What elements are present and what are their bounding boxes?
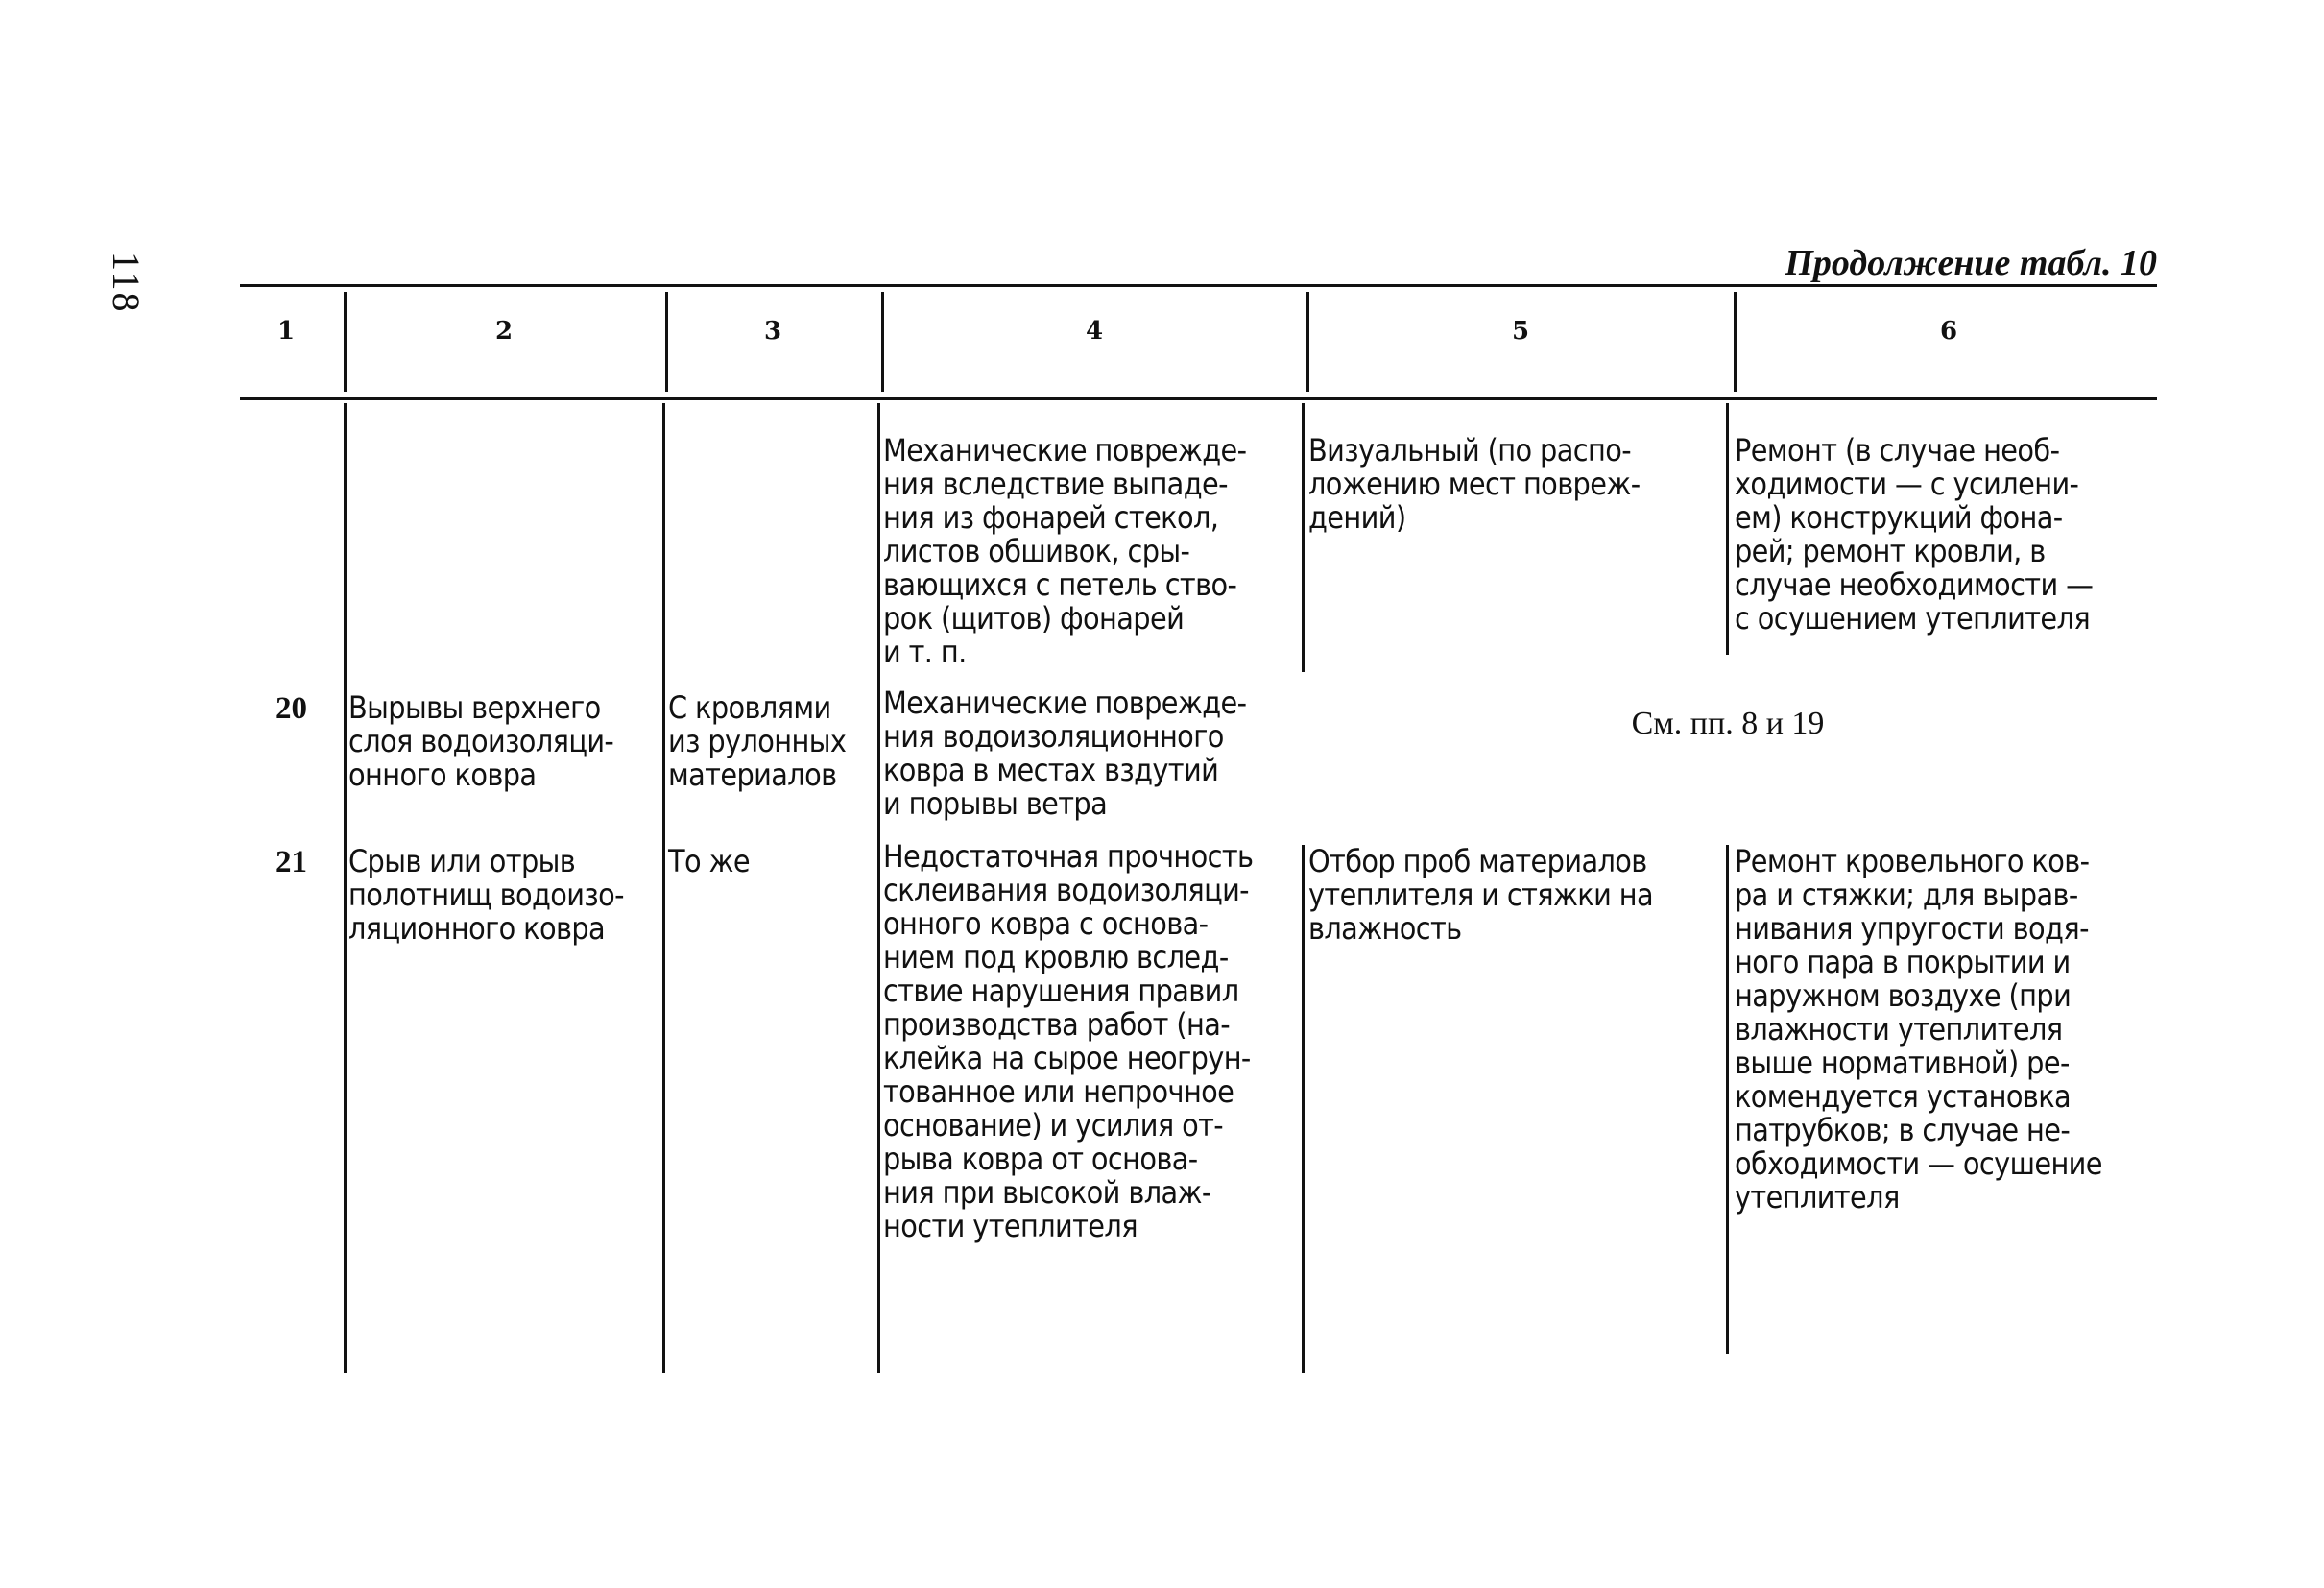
row-continuation-remedy: Ремонт (в случае необ- ходимости — с усилени- ем) конструкций фона- рей; ремонт кровли, в случае необходимости — с осушением утеплителя (1735, 432, 2094, 637)
header-divider (665, 292, 668, 392)
body-divider (1302, 403, 1305, 672)
table-header-rule (240, 397, 2157, 400)
row-continuation-method: Визуальный (по распо- ложению мест повреж- дений) (1308, 432, 1641, 536)
body-divider (1302, 845, 1305, 1373)
row-21-number: 21 (276, 845, 307, 879)
body-divider (1726, 845, 1729, 1354)
row-20-roof-type: С кровлями из рулонных материалов (668, 689, 847, 793)
row-21-remedy: Ремонт кровельного ков- ра и стяжки; для вырав- нивания упругости водя- ного пара в покрытии и наружном воздухе (при влажности утеплителя выше нормативной) ре- комендуется установка патрубков; в случае не- обходимости — осушение утеплителя (1735, 843, 2102, 1215)
header-col-5: 5 (1511, 317, 1530, 346)
row-21-roof-type: То же (668, 843, 750, 879)
header-divider (344, 292, 347, 392)
row-21-defect: Срыв или отрыв полотнищ водоизо- ляционного ковра (348, 843, 624, 947)
header-col-3: 3 (763, 317, 782, 346)
page-number: 118 (105, 252, 148, 314)
header-col-1: 1 (276, 317, 296, 346)
header-col-2: 2 (494, 317, 514, 346)
row-21-cause: Недостаточная прочность склеивания водоизоляци- онного ковра с основа- нием под кровлю вслед- ствие нарушения правил производства работ (на- клейка на сырое неогрун- тованное или непрочное основание) и усилия от- рыва ковра от основа- ния при высокой влаж- ности утеплителя (883, 838, 1254, 1244)
header-divider (1306, 292, 1309, 392)
row-21-method: Отбор проб материалов утеплителя и стяжки на влажность (1308, 843, 1653, 947)
header-col-6: 6 (1939, 317, 1958, 346)
row-20-reference: См. пп. 8 и 19 (1631, 706, 1825, 741)
body-divider (662, 403, 665, 1373)
body-divider (344, 403, 347, 1373)
body-divider (877, 403, 880, 1373)
header-divider (1734, 292, 1737, 392)
header-divider (881, 292, 884, 392)
row-20-number: 20 (276, 691, 307, 726)
table-top-rule (240, 284, 2157, 287)
header-col-4: 4 (1085, 317, 1104, 346)
row-20-cause: Механические поврежде- ния водоизоляционного ковра в местах вздутий и порывы ветра (883, 685, 1247, 822)
body-divider (1726, 403, 1729, 655)
row-continuation-cause: Механические поврежде- ния вследствие выпаде- ния из фонарей стекол, листов обшивок, сры- вающихся с петель ство- рок (щитов) фонарей и т. п. (883, 432, 1247, 670)
table-caption: Продолжение табл. 10 (1785, 243, 2157, 283)
row-20-defect: Вырывы верхнего слоя водоизоляци- онного ковра (348, 689, 614, 793)
